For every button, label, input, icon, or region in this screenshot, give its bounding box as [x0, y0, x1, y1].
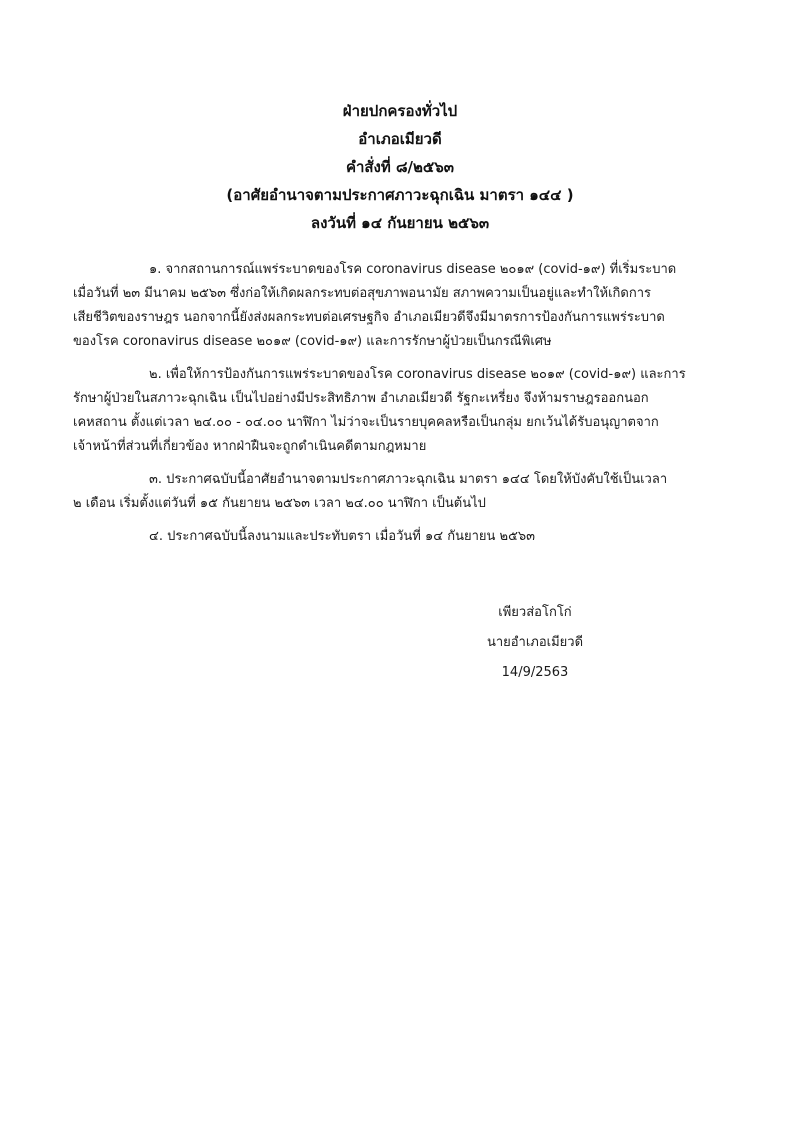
paragraph-line: เสียชีวิตของราษฎร นอกจากนี้ยังส่งผลกระทบต่อเศรษฐกิจ อำเภอเมียวดีจึงมีมาตรการป้องกันการแพร่ระบาด [73, 310, 665, 325]
paragraph-line: ๑. จากสถานการณ์แพร่ระบาดของโรค coronavirus disease ๒๐๑๙ (covid-๑๙) ที่เริ่มระบาด [149, 262, 677, 277]
paragraph-line: ๒ เดือน เริ่มตั้งแต่วันที่ ๑๕ กันยายน ๒๕๖๓ เวลา ๒๔.๐๐ นาฬิกา เป็นต้นไป [73, 496, 486, 511]
legal-authority: (อาศัยอำนาจตามประกาศภาวะฉุกเฉิน มาตรา ๑๔๔ ) [226, 186, 574, 204]
paragraph-4 [111, 525, 707, 549]
paragraph-line: ๔. ประกาศฉบับนี้ลงนามและประทับตรา เมื่อวันที่ ๑๔ กันยายน ๒๕๖๓ [149, 529, 536, 544]
paragraph-line: ๒. เพื่อให้การป้องกันการแพร่ระบาดของโรค coronavirus disease ๒๐๑๙ (covid-๑๙) และการ [149, 367, 686, 382]
department-title: ฝ่ายปกครองทั่วไป [342, 102, 458, 120]
paragraph-line: เคหสถาน ตั้งแต่เวลา ๒๔.๐๐ - ๐๔.๐๐ นาฬิกา ไม่ว่าจะเป็นรายบุคคลหรือเป็นกลุ่ม ยกเว้นได้รับอนุญาตจาก [73, 415, 659, 430]
paragraph-line: รักษาผู้ป่วยในสภาวะฉุกเฉิน เป็นไปอย่างมีประสิทธิภาพ อำเภอเมียวดี รัฐกะเหรี่ยง จึงห้ามราษฎรออกนอก [73, 391, 649, 406]
order-date: ลงวันที่ ๑๔ กันยายน ๒๕๖๓ [310, 214, 490, 232]
signature-block [440, 598, 630, 688]
paragraph-line: ๓. ประกาศฉบับนี้อาศัยอำนาจตามประกาศภาวะฉุกเฉิน มาตรา ๑๔๔ โดยให้บังคับใช้เป็นเวลา [149, 472, 668, 487]
order-number: คำสั่งที่ ๘/๒๕๖๓ [345, 158, 455, 176]
paragraph-line: เจ้าหน้าที่ส่วนที่เกี่ยวข้อง หากฝ่าฝืนจะถูกดำเนินคดีตามกฎหมาย [73, 439, 427, 454]
district-name: อำเภอเมียวดี [358, 130, 442, 148]
paragraph-line: เมื่อวันที่ ๒๓ มีนาคม ๒๕๖๓ ซึ่งก่อให้เกิดผลกระทบต่อสุขภาพอนามัย สภาพความเป็นอยู่และทำให้เกิดการ [73, 286, 651, 301]
paragraph-line: ของโรค coronavirus disease ๒๐๑๙ (covid-๑๙) และการรักษาผู้ป่วยเป็นกรณีพิเศษ [73, 334, 552, 349]
signatory-position: นายอำเภอเมียวดี [486, 635, 584, 650]
paragraph-3 [73, 468, 707, 516]
paragraph-1 [73, 258, 707, 354]
signature-date: 14/9/2563 [501, 665, 569, 680]
paragraph-2 [73, 363, 707, 459]
document-body [73, 258, 707, 558]
document-header [0, 97, 800, 237]
signatory-name: เพียวส่อโกโก่ [498, 605, 572, 620]
